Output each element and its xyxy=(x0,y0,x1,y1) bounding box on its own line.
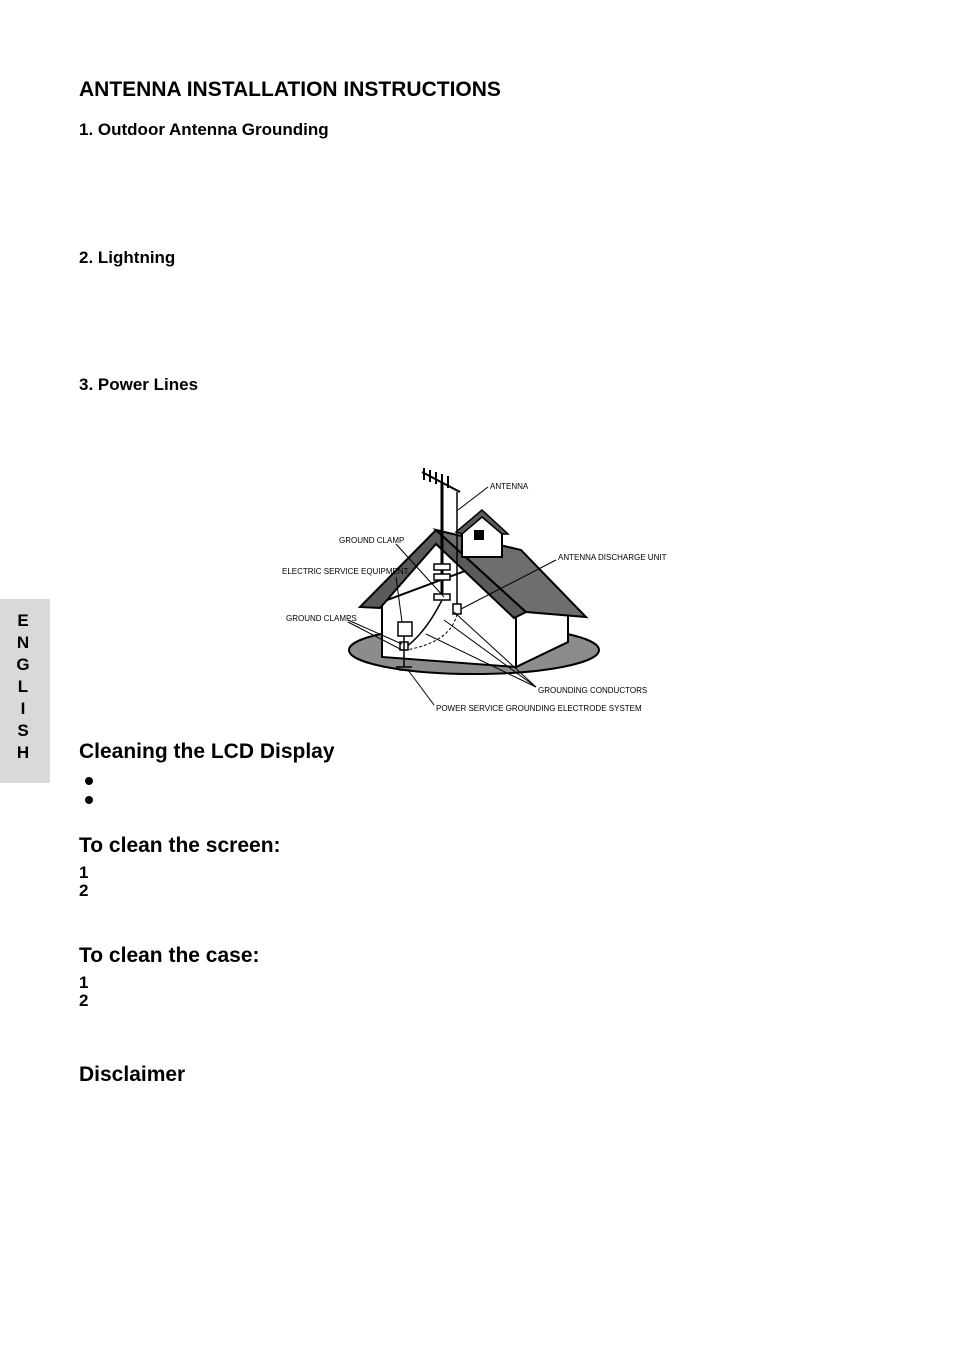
label-ground-clamp: GROUND CLAMP xyxy=(339,536,405,545)
side-tab-letter: E xyxy=(17,611,29,630)
side-tab-letter: N xyxy=(16,633,30,652)
page-title: ANTENNA INSTALLATION INSTRUCTIONS xyxy=(79,78,501,101)
label-antenna-discharge-unit: ANTENNA DISCHARGE UNIT xyxy=(558,553,667,562)
side-tab-letter: G xyxy=(16,655,30,674)
label-ground-clamps: GROUND CLAMPS xyxy=(286,614,357,623)
step-number: 1 xyxy=(79,973,89,992)
electric-service-box xyxy=(398,622,412,636)
section-heading-lightning: 2. Lightning xyxy=(79,248,176,267)
dormer-window xyxy=(474,530,484,540)
label-electric-service-equipment: ELECTRIC SERVICE EQUIPMENT xyxy=(282,567,409,576)
section-heading-power-lines: 3. Power Lines xyxy=(79,375,199,394)
side-tab-letter: H xyxy=(16,743,30,762)
antenna-grounding-diagram xyxy=(276,462,676,722)
step-number: 2 xyxy=(79,991,89,1010)
side-tab-letter: I xyxy=(20,699,26,718)
section-heading-outdoor-antenna: 1. Outdoor Antenna Grounding xyxy=(79,120,329,139)
bullet-marker xyxy=(85,796,93,804)
section-heading-clean-case: To clean the case: xyxy=(79,944,260,967)
label-grounding-conductors: GROUNDING CONDUCTORS xyxy=(538,686,648,695)
side-tab-letter: L xyxy=(17,677,29,696)
step-number: 1 xyxy=(79,863,89,882)
language-side-tab xyxy=(0,599,50,783)
mast-clamp xyxy=(434,564,450,570)
section-heading-clean-screen: To clean the screen: xyxy=(79,834,281,857)
section-heading-disclaimer: Disclaimer xyxy=(79,1063,186,1086)
label-grounding-electrode-system: POWER SERVICE GROUNDING ELECTRODE SYSTEM xyxy=(436,704,642,713)
label-antenna: ANTENNA xyxy=(490,482,529,491)
step-number: 2 xyxy=(79,881,89,900)
section-heading-cleaning: Cleaning the LCD Display xyxy=(79,740,335,763)
side-tab-letter: S xyxy=(17,721,29,740)
bullet-marker xyxy=(85,777,93,785)
